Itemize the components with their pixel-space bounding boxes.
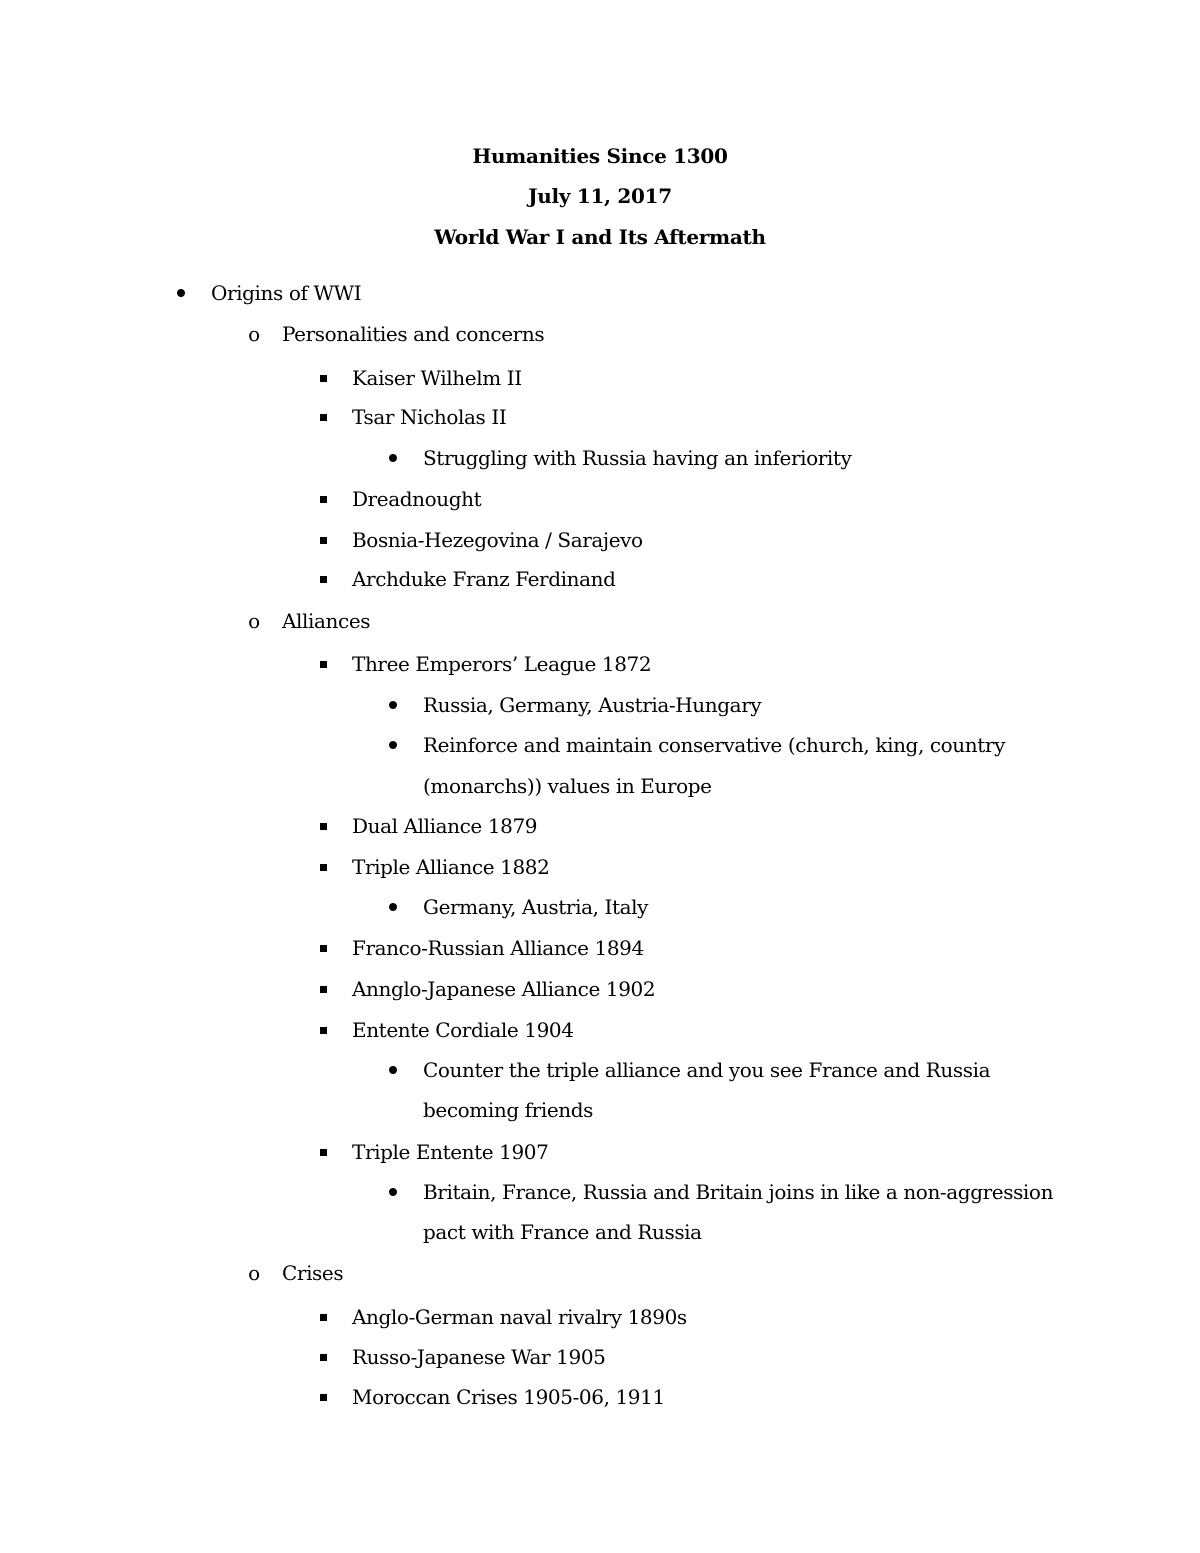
bullet-square bbox=[314, 1137, 332, 1167]
bullet-square bbox=[314, 564, 332, 594]
bullet-square bbox=[314, 1342, 332, 1372]
bullet-square bbox=[314, 402, 332, 432]
bullet-square bbox=[314, 484, 332, 514]
outline-item-text: Entente Cordiale 1904 bbox=[352, 1018, 574, 1042]
bullet-square bbox=[314, 649, 332, 679]
outline-item-text: Origins of WWI bbox=[211, 281, 362, 305]
outline-item-text: Struggling with Russia having an inferiority bbox=[423, 446, 852, 470]
outline-item-text: Reinforce and maintain conservative (church, king, country bbox=[423, 733, 1005, 757]
bullet-square bbox=[314, 974, 332, 1004]
outline-item-text: becoming friends bbox=[423, 1098, 594, 1122]
outline-item-text: Anglo-German naval rivalry 1890s bbox=[352, 1305, 687, 1329]
bullet-square bbox=[314, 525, 332, 555]
outline-item-text: Dreadnought bbox=[352, 487, 482, 511]
outline-item-text: Russia, Germany, Austria-Hungary bbox=[423, 693, 762, 717]
bullet-square bbox=[314, 1302, 332, 1332]
outline-item-text: (monarchs)) values in Europe bbox=[423, 774, 712, 798]
bullet-disc bbox=[384, 443, 402, 473]
bullet-disc bbox=[384, 1177, 402, 1207]
outline-item-text: Archduke Franz Ferdinand bbox=[352, 567, 616, 591]
outline-item-text: Moroccan Crises 1905-06, 1911 bbox=[352, 1385, 665, 1409]
outline-item-text: Britain, France, Russia and Britain joins in like a non-aggression bbox=[423, 1180, 1054, 1204]
outline-item-text: Bosnia-Hezegovina / Sarajevo bbox=[352, 528, 643, 552]
outline-item-text: Triple Alliance 1882 bbox=[352, 855, 550, 879]
outline-item-text: Triple Entente 1907 bbox=[352, 1140, 549, 1164]
bullet-disc bbox=[384, 730, 402, 760]
course-title: Humanities Since 1300 bbox=[472, 144, 728, 168]
outline-item-text: pact with France and Russia bbox=[423, 1220, 702, 1244]
bullet-square bbox=[314, 1382, 332, 1412]
lecture-date: July 11, 2017 bbox=[528, 184, 672, 208]
bullet-square bbox=[314, 363, 332, 393]
bullet-square bbox=[314, 852, 332, 882]
outline-item-text: Dual Alliance 1879 bbox=[352, 814, 538, 838]
outline-item-text: Germany, Austria, Italy bbox=[423, 895, 649, 919]
outline-item-text: Tsar Nicholas II bbox=[352, 405, 507, 429]
outline-item-text: Counter the triple alliance and you see France and Russia bbox=[423, 1058, 991, 1082]
bullet-disc bbox=[384, 690, 402, 720]
bullet-disc bbox=[384, 1055, 402, 1085]
outline-item-text: Three Emperors’ League 1872 bbox=[352, 652, 652, 676]
bullet-disc bbox=[172, 278, 190, 308]
outline-item-text: Franco-Russian Alliance 1894 bbox=[352, 936, 644, 960]
outline-item-text: Crises bbox=[282, 1261, 344, 1285]
outline-item-text: Alliances bbox=[282, 609, 371, 633]
bullet-circle: o bbox=[248, 322, 260, 346]
outline-item-text: Russo-Japanese War 1905 bbox=[352, 1345, 606, 1369]
bullet-circle: o bbox=[248, 609, 260, 633]
bullet-circle: o bbox=[248, 1261, 260, 1285]
outline-item-text: Kaiser Wilhelm II bbox=[352, 366, 522, 390]
bullet-disc bbox=[384, 892, 402, 922]
bullet-square bbox=[314, 811, 332, 841]
bullet-square bbox=[314, 933, 332, 963]
lecture-topic: World War I and Its Aftermath bbox=[434, 225, 766, 249]
outline-item-text: Annglo-Japanese Alliance 1902 bbox=[352, 977, 656, 1001]
outline-item-text: Personalities and concerns bbox=[282, 322, 545, 346]
bullet-square bbox=[314, 1015, 332, 1045]
